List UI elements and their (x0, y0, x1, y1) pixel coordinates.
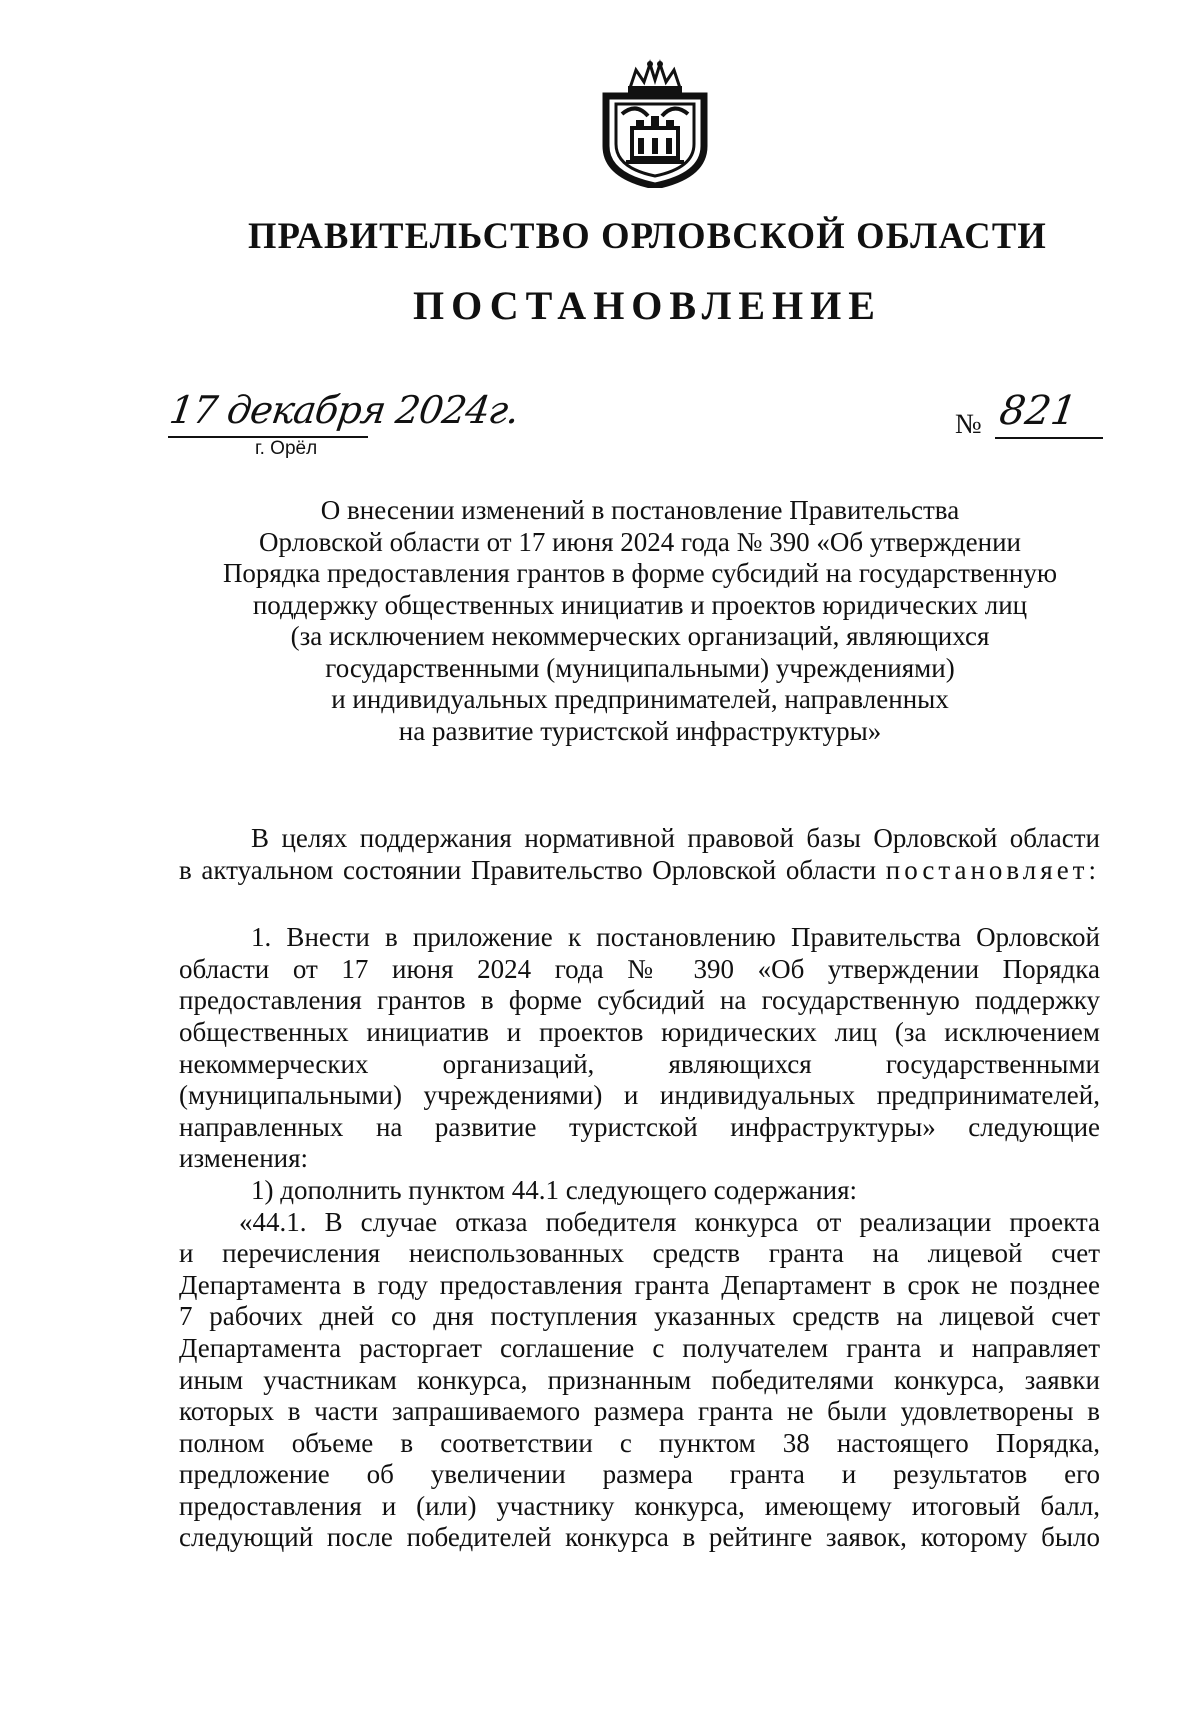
subject-line: на развитие туристской инфраструктуры» (398, 715, 882, 746)
item1-line: некоммерческих организаций, являющихся государственными (179, 1048, 1100, 1079)
clause-line: «44.1. В случае отказа победителя конкурса от реализации проекта (239, 1206, 1100, 1237)
resolution-keyword: постановляет: (885, 854, 1100, 885)
preamble-line: В целях поддержания нормативной правовой базы Орловской области (251, 823, 1100, 853)
item1-line: изменения: (179, 1143, 309, 1174)
item1-line: предоставления грантов в форме субсидий на государственную поддержку (179, 985, 1100, 1016)
clause-line: Департамента расторгает соглашение с получателем гранта и направляет (179, 1332, 1100, 1363)
item1-line: 1. Внести в приложение к постановлению Правительства Орловской (251, 922, 1100, 953)
subject-line: О внесении изменений в постановление Правительства (320, 495, 960, 525)
subject-line: (за исключением некоммерческих организаций, являющихся (290, 621, 990, 651)
clause-line: предложение об увеличении размера гранта и результатов его (179, 1459, 1100, 1490)
clause-line: 7 рабочих дней со дня поступления указанных средств на лицевой счет (179, 1301, 1100, 1332)
paragraph-gap (179, 886, 1100, 922)
item1-line: области от 17 июня 2024 года № 390 «Об утверждении Порядка (179, 953, 1100, 984)
clause-line: Департамента в году предоставления гранта Департамент в срок не позднее (179, 1269, 1100, 1300)
clause-line: которых в части запрашиваемого размера гранта не были удовлетворены в (179, 1396, 1100, 1427)
clause-line: и перечисления неиспользованных средств гранта на лицевой счет (179, 1238, 1100, 1269)
clause-line: следующий после победителей конкурса в рейтинге заявок, которому было (179, 1522, 1100, 1553)
subitem-line: 1) дополнить пунктом 44.1 следующего содержания: (251, 1174, 858, 1205)
clause-line: иным участникам конкурса, признанным победителями конкурса, заявки (179, 1364, 1100, 1395)
date-handwritten: 17 декабря 2024г. (166, 388, 522, 432)
number-sign: № (955, 409, 982, 440)
clause-line: предоставления и (или) участнику конкурса, имеющему итоговый балл, (179, 1490, 1100, 1521)
subject-line: и индивидуальных предпринимателей, направленных (331, 684, 949, 714)
preamble-text: в актуальном состоянии Правительство Орловской области (179, 854, 886, 885)
city-label: г. Орёл (255, 438, 318, 459)
item1-line: общественных инициатив и проектов юридических лиц (за исключением (179, 1016, 1100, 1047)
document-type-title: ПОСТАНОВЛЕНИЕ (413, 283, 882, 328)
number-underline (995, 437, 1103, 439)
preamble-line (179, 855, 1100, 887)
coat-of-arms-icon (592, 58, 718, 188)
government-title: ПРАВИТЕЛЬСТВО ОРЛОВСКОЙ ОБЛАСТИ (248, 215, 1047, 256)
clause-line: полном объеме в соответствии с пунктом 38 настоящего Порядка, (179, 1427, 1100, 1458)
subject-line: Порядка предоставления грантов в форме субсидий на государственную (222, 558, 1058, 588)
subject-line: государственными (муниципальными) учреждениями) (325, 652, 955, 683)
subject-line: поддержку общественных инициатив и проектов юридических лиц (252, 589, 1028, 620)
item1-line: (муниципальными) учреждениями) и индивидуальных предпринимателей, (179, 1080, 1100, 1111)
subject-line: Орловской области от 17 июня 2024 года № 390 «Об утверждении (258, 526, 1021, 557)
document-subject (170, 495, 1110, 747)
item1-line: направленных на развитие туристской инфраструктуры» следующие (179, 1111, 1100, 1142)
number-handwritten: 821 (996, 388, 1080, 434)
document-body (179, 823, 1100, 1554)
